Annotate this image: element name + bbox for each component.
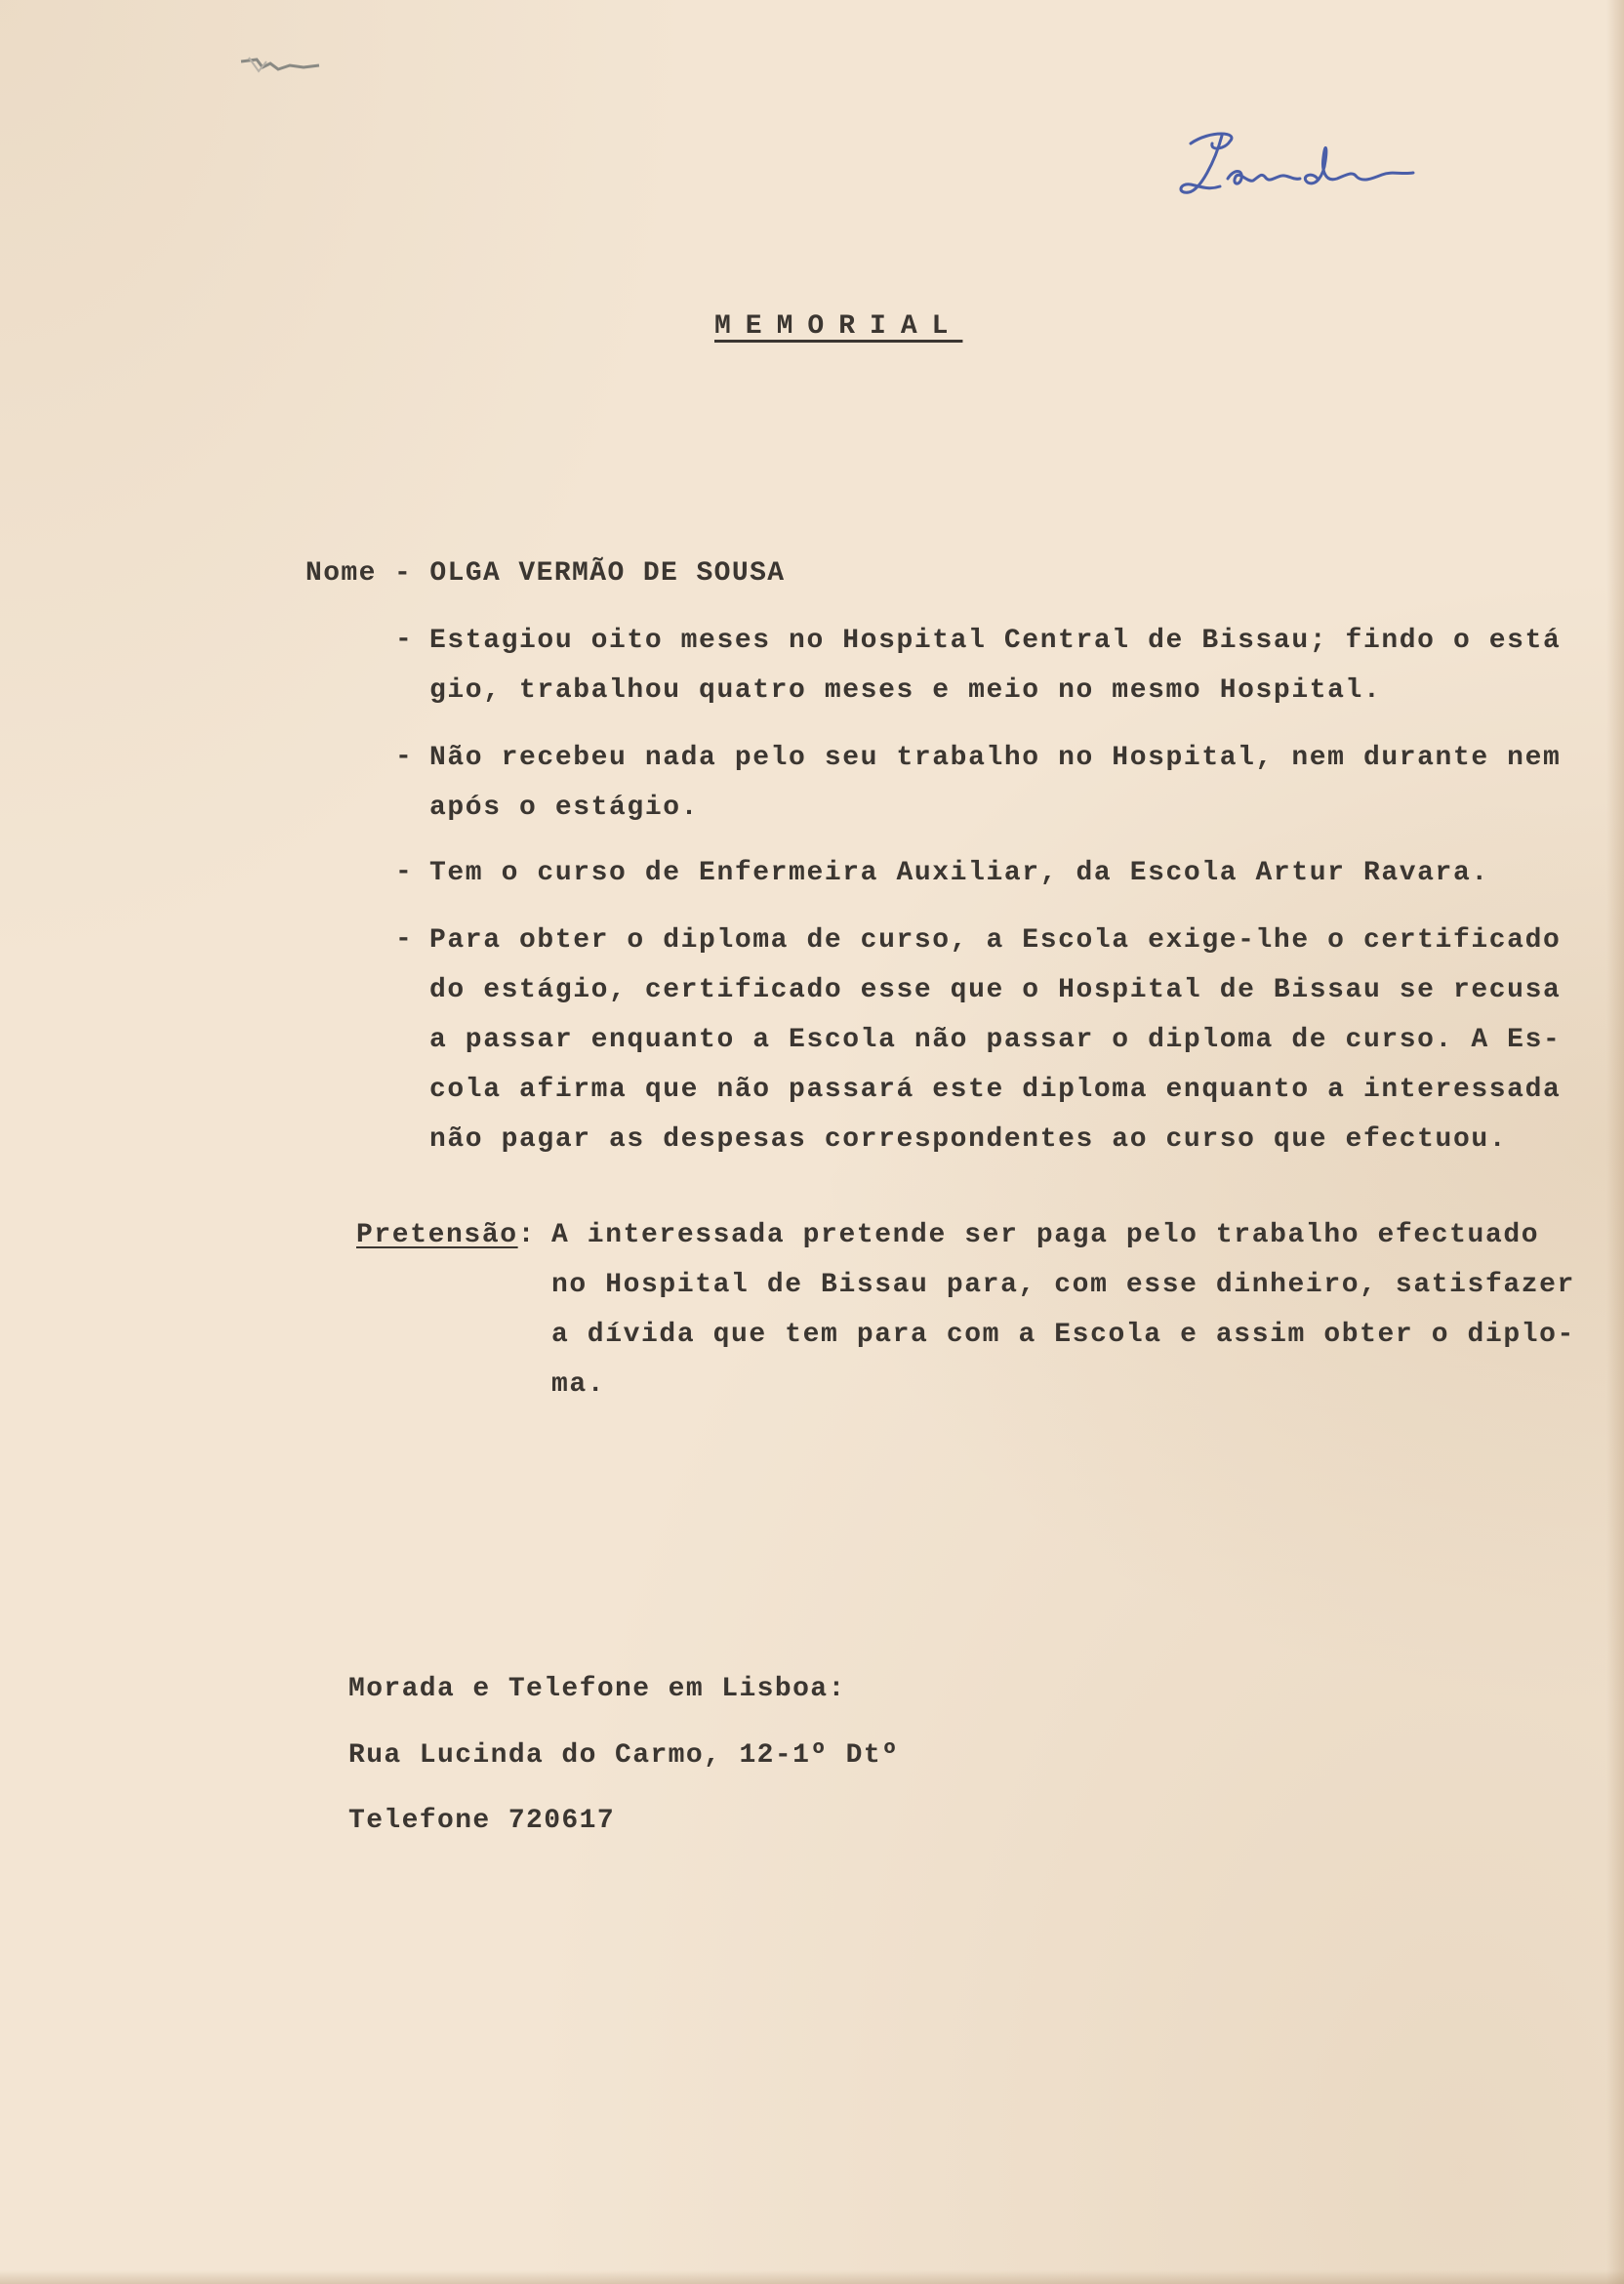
paper-edge-shadow [1606,0,1624,2284]
bullet-paragraph [429,848,1552,898]
bullet-dash: - [395,857,412,887]
paragraph-line: A interessada pretende ser paga pelo trabalho efectuado [551,1220,1540,1250]
name-value: OLGA VERMÃO DE SOUSA [429,558,786,589]
paragraph-line: Tem o curso de Enfermeira Auxiliar, da Escola Artur Ravara. [429,858,1489,888]
paragraph-line: a passar enquanto a Escola não passar o diploma de curso. A Es- [429,1025,1562,1055]
paragraph-line: cola afirma que não passará este diploma enquanto a interessada [429,1075,1562,1105]
paragraph-line: não pagar as despesas correspondentes ao curso que efectuou. [429,1124,1508,1155]
bullet-dash: - [395,924,412,955]
paragraph-line: Não recebeu nada pelo seu trabalho no Hospital, nem durante nem [429,743,1562,773]
bullet-dash: - [395,625,412,655]
paragraph-line: gio, trabalhou quatro meses e meio no mesmo Hospital. [429,675,1382,706]
bullet-dash: - [395,742,412,772]
pretensao-label [356,1210,536,1260]
address-street: Rua Lucinda do Carmo, 12-1º Dtº [348,1740,900,1771]
name-line [305,550,785,598]
pretensao-label-text: Pretensão [356,1220,518,1250]
document-title: MEMORIAL [714,311,963,342]
address-heading: Morada e Telefone em Lisboa: [348,1674,846,1704]
paragraph-line: Estagiou oito meses no Hospital Central de Bissau; findo o está [429,626,1562,656]
paper-bottom-shadow [0,2270,1624,2284]
name-label: Nome [305,558,377,589]
name-dash: - [394,558,413,589]
paragraph-line: Para obter o diploma de curso, a Escola exige-lhe o certificado [429,925,1562,956]
paragraph-line: no Hospital de Bissau para, com esse dinheiro, satisfazer [551,1270,1575,1300]
paragraph-line: a dívida que tem para com a Escola e assim obter o diplo- [551,1320,1575,1350]
bullet-paragraph [429,616,1562,715]
bullet-paragraph [429,916,1562,1164]
paragraph-line: após o estágio. [429,793,700,823]
bullet-paragraph [429,733,1562,833]
address-phone: Telefone 720617 [348,1806,616,1836]
handwritten-signature [1171,122,1425,210]
paragraph-line: do estágio, certificado esse que o Hospital de Bissau se recusa [429,975,1562,1005]
pretensao-colon: : [517,1220,537,1250]
paragraph-line: ma. [551,1369,606,1400]
pretensao-paragraph [551,1210,1576,1409]
paper-tear-mark [239,54,322,77]
